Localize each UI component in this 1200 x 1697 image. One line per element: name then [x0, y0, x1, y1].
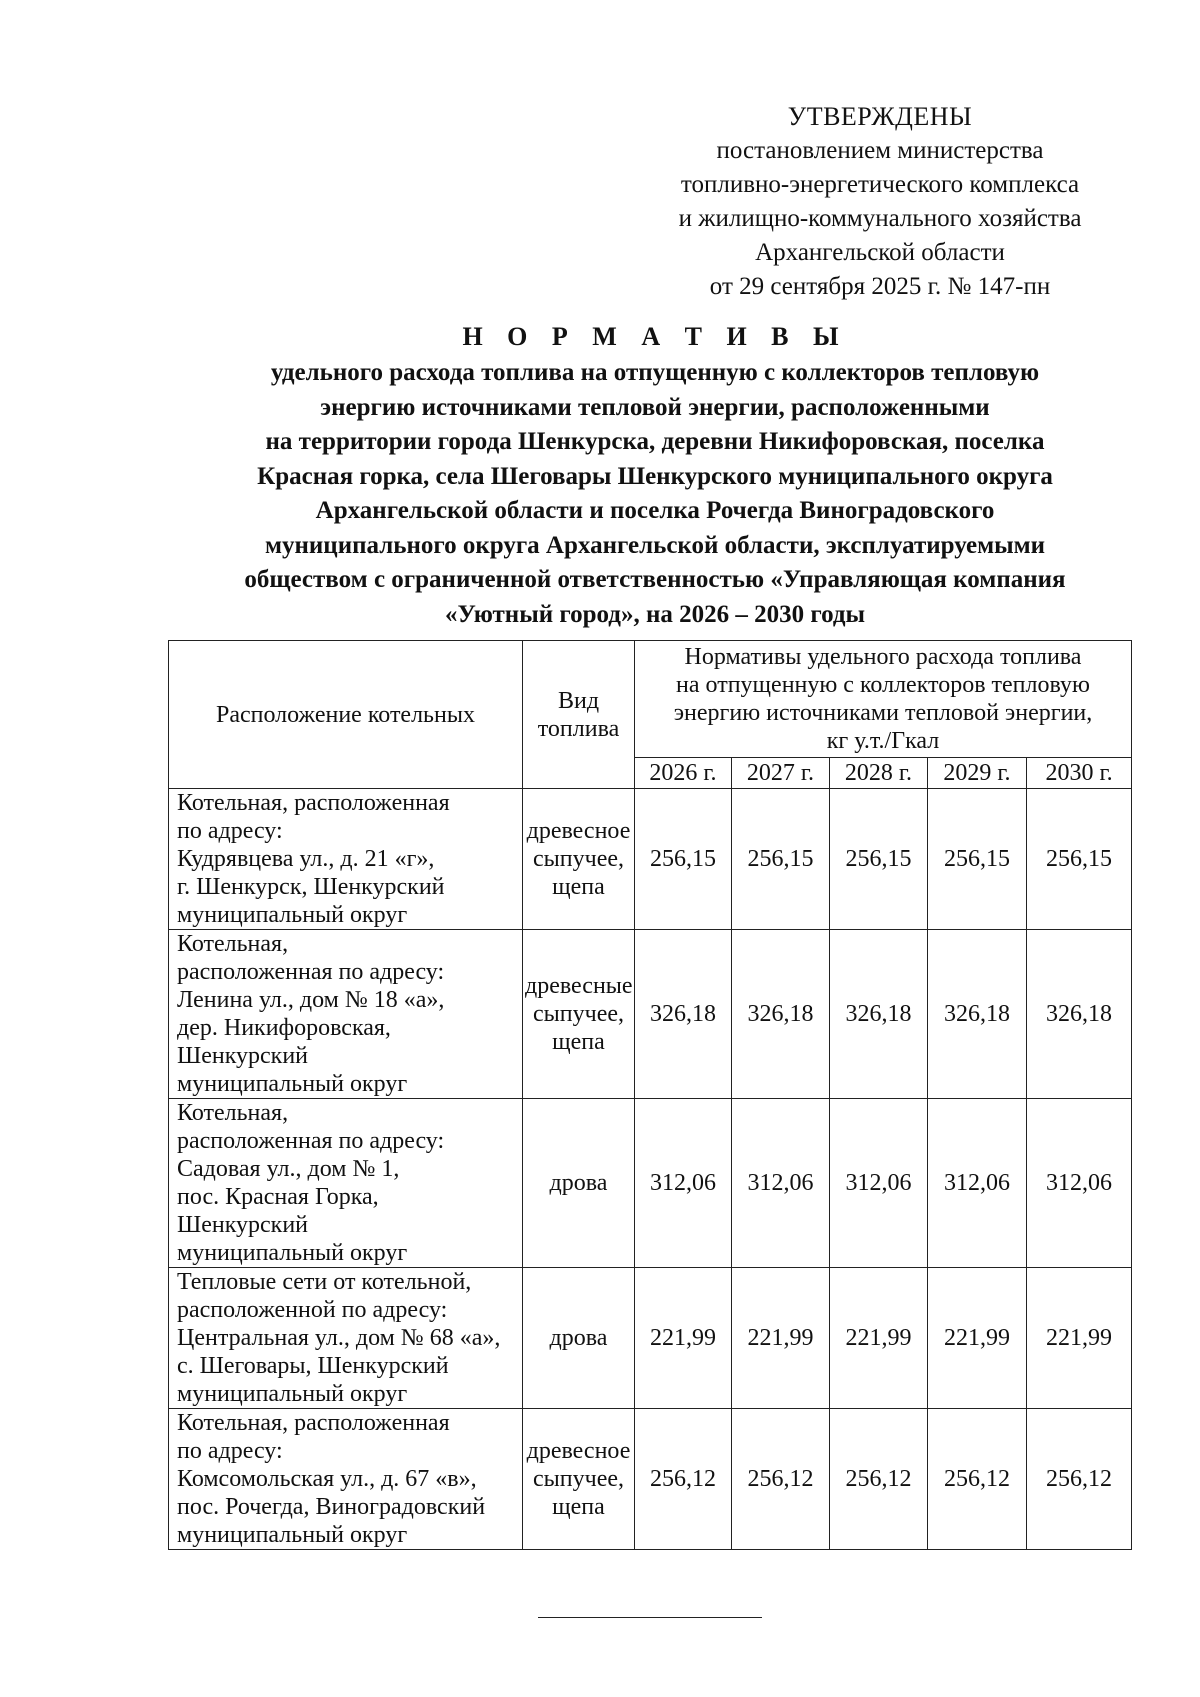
- location-cell: [169, 1268, 523, 1409]
- location-line: с. Шеговары, Шенкурский: [177, 1353, 449, 1379]
- heading-line: удельного расхода топлива на отпущенную с коллекторов тепловую: [270, 359, 1040, 386]
- column-header-norms-line: на отпущенную с коллекторов тепловую: [676, 672, 1090, 698]
- approval-line: топливно-энергетического комплекса: [680, 171, 1080, 198]
- value-cell: 256,12: [1027, 1409, 1132, 1550]
- value-cell: 256,12: [830, 1409, 928, 1550]
- location-line: муниципальный округ: [177, 1240, 408, 1266]
- approval-line: постановлением министерства: [716, 137, 1044, 164]
- location-line: Кудрявцева ул., д. 21 «г»,: [177, 846, 435, 872]
- location-line: муниципальный округ: [177, 1381, 408, 1407]
- table-row: [169, 1409, 1132, 1550]
- fuel-line: щепа: [552, 1029, 605, 1055]
- value-cell: 326,18: [830, 930, 928, 1099]
- location-line: расположенной по адресу:: [177, 1297, 448, 1323]
- location-line: Котельная,: [177, 1100, 289, 1126]
- value-cell: 312,06: [635, 1099, 732, 1268]
- heading-line: обществом с ограниченной ответственностью «Управляющая компания: [244, 566, 1066, 593]
- heading-line: Красная горка, села Шеговары Шенкурского муниципального округа: [257, 462, 1053, 490]
- fuel-line: древесное: [526, 1438, 631, 1464]
- value-cell: 221,99: [732, 1268, 830, 1409]
- value-cell: 256,12: [732, 1409, 830, 1550]
- table-row: [169, 930, 1132, 1099]
- fuel-line: древесное: [526, 818, 631, 844]
- heading-line: на территории города Шенкурска, деревни Никифоровская, поселка: [265, 428, 1045, 455]
- value-cell: 312,06: [928, 1099, 1027, 1268]
- approval-date-number: от 29 сентября 2025 г. № 147-пн: [709, 273, 1051, 300]
- location-line: Ленина ул., дом № 18 «а»,: [177, 987, 445, 1013]
- location-line: Комсомольская ул., д. 67 «в»,: [177, 1466, 477, 1492]
- value-cell: 221,99: [928, 1268, 1027, 1409]
- table-row: [169, 1268, 1132, 1409]
- fuel-cell: [523, 1268, 635, 1409]
- location-line: по адресу:: [177, 1438, 283, 1464]
- location-cell: [169, 789, 523, 930]
- value-cell: 256,15: [732, 789, 830, 930]
- heading-line: Архангельской области и поселка Рочегда Виноградовского: [315, 497, 995, 524]
- fuel-line: дрова: [549, 1325, 608, 1351]
- location-cell: [169, 930, 523, 1099]
- location-line: Шенкурский: [177, 1212, 309, 1238]
- column-header-norms-line: энергию источниками тепловой энергии,: [673, 700, 1093, 726]
- location-cell: [169, 1099, 523, 1268]
- document-title: Н О Р М А Т И В Ы: [462, 322, 848, 351]
- column-header-fuel: [523, 641, 635, 789]
- location-line: пос. Красная Горка,: [177, 1184, 379, 1210]
- fuel-line: сыпучее,: [533, 1001, 624, 1027]
- value-cell: 256,15: [830, 789, 928, 930]
- column-header-fuel-line: Вид: [557, 687, 600, 714]
- fuel-cell: [523, 1099, 635, 1268]
- column-header-fuel-line: топлива: [537, 715, 620, 742]
- value-cell: 256,12: [635, 1409, 732, 1550]
- location-line: дер. Никифоровская,: [177, 1015, 391, 1041]
- fuel-line: сыпучее,: [533, 846, 624, 872]
- year-header: 2027 г.: [732, 758, 830, 789]
- location-line: муниципальный округ: [177, 1071, 408, 1097]
- location-line: Шенкурский: [177, 1043, 309, 1069]
- location-line: пос. Рочегда, Виноградовский: [177, 1494, 486, 1520]
- approval-title: УТВЕРЖДЕНЫ: [787, 102, 973, 131]
- value-cell: 326,18: [635, 930, 732, 1099]
- year-header: 2030 г.: [1027, 758, 1132, 789]
- column-header-norms: [635, 641, 1132, 758]
- year-header: 2026 г.: [635, 758, 732, 789]
- location-line: Центральная ул., дом № 68 «а»,: [177, 1325, 501, 1351]
- approval-stamp: [640, 100, 1120, 304]
- closing-rule: [538, 1617, 762, 1618]
- column-header-norms-line: Нормативы удельного расхода топлива: [684, 644, 1082, 670]
- value-cell: 256,15: [928, 789, 1027, 930]
- value-cell: 256,12: [928, 1409, 1027, 1550]
- value-cell: 221,99: [1027, 1268, 1132, 1409]
- value-cell: 326,18: [732, 930, 830, 1099]
- heading-line: муниципального округа Архангельской области, эксплуатируемыми: [264, 531, 1046, 559]
- value-cell: 312,06: [1027, 1099, 1132, 1268]
- fuel-cell: [523, 930, 635, 1099]
- value-cell: 256,15: [635, 789, 732, 930]
- fuel-line: щепа: [552, 1494, 605, 1520]
- location-line: по адресу:: [177, 818, 283, 844]
- value-cell: 256,15: [1027, 789, 1132, 930]
- year-header: 2029 г.: [928, 758, 1027, 789]
- heading-line: «Уютный город», на 2026 – 2030 годы: [444, 600, 866, 628]
- value-cell: 221,99: [830, 1268, 928, 1409]
- table-row: [169, 1099, 1132, 1268]
- column-header-norms-unit: кг у.т./Гкал: [826, 728, 940, 754]
- value-cell: 326,18: [928, 930, 1027, 1099]
- location-line: Садовая ул., дом № 1,: [177, 1156, 400, 1182]
- table-row: [169, 789, 1132, 930]
- value-cell: 312,06: [830, 1099, 928, 1268]
- location-cell: [169, 1409, 523, 1550]
- approval-line: Архангельской области: [755, 239, 1005, 266]
- fuel-cell: [523, 1409, 635, 1550]
- year-header: 2028 г.: [830, 758, 928, 789]
- column-header-location: Расположение котельных: [169, 641, 523, 789]
- value-cell: 312,06: [732, 1099, 830, 1268]
- location-line: муниципальный округ: [177, 1522, 408, 1548]
- fuel-line: щепа: [552, 874, 605, 900]
- location-line: расположенная по адресу:: [177, 1128, 445, 1154]
- heading-line: энергию источниками тепловой энергии, расположенными: [320, 393, 990, 421]
- value-cell: 221,99: [635, 1268, 732, 1409]
- fuel-line: древесные: [525, 973, 633, 999]
- location-line: Котельная, расположенная: [177, 1410, 450, 1436]
- fuel-line: дрова: [549, 1170, 608, 1196]
- fuel-cell: [523, 789, 635, 930]
- location-line: расположенная по адресу:: [177, 959, 445, 985]
- location-line: Котельная, расположенная: [177, 790, 450, 816]
- value-cell: 326,18: [1027, 930, 1132, 1099]
- location-line: Тепловые сети от котельной,: [177, 1269, 472, 1295]
- norms-table: [168, 640, 1132, 1550]
- approval-line: и жилищно-коммунального хозяйства: [678, 205, 1082, 232]
- location-line: муниципальный округ: [177, 902, 408, 928]
- location-line: Котельная,: [177, 931, 289, 957]
- location-line: г. Шенкурск, Шенкурский: [177, 874, 445, 900]
- document-heading: [170, 322, 1140, 632]
- fuel-line: сыпучее,: [533, 1466, 624, 1492]
